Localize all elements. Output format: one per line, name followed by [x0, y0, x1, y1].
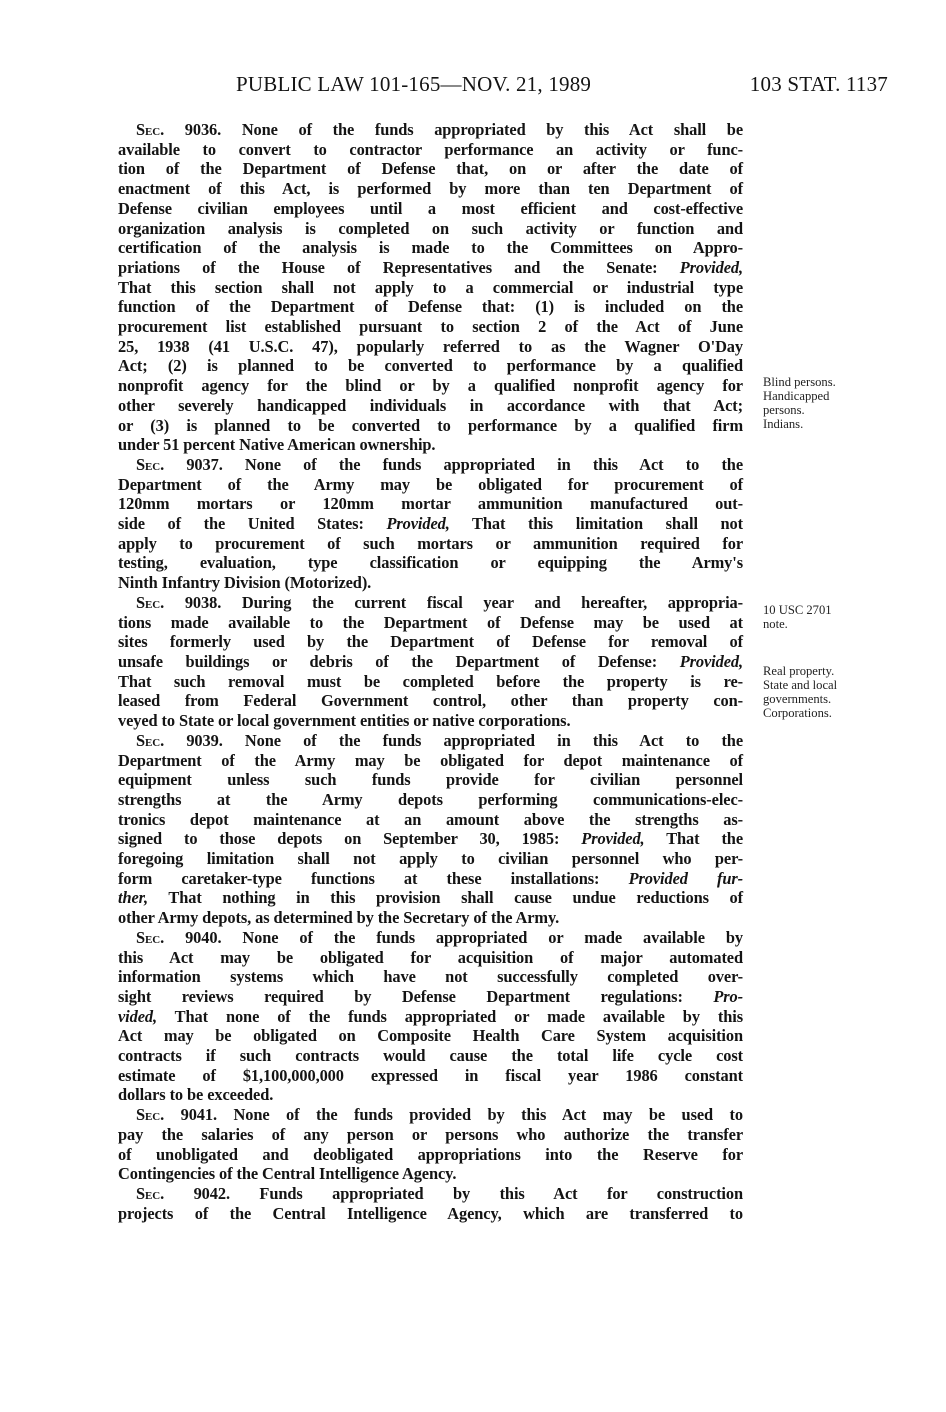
text-line: available to convert to contractor performance an activity or func- — [118, 139, 743, 159]
section-9040 — [118, 928, 743, 1105]
text-line: strengths at the Army depots performing communications-elec- — [118, 789, 743, 809]
margin-note-usc-reference — [763, 603, 893, 631]
text-line: tions made available to the Department of Defense may be used at — [118, 612, 743, 632]
section-9039 — [118, 731, 743, 928]
margin-note-line: State and local — [763, 678, 838, 692]
text-line: That such removal must be completed before the property is re- — [118, 671, 743, 691]
text-line: Defense civilian employees until a most efficient and cost-effective — [118, 198, 743, 218]
text-line: signed to those depots on September 30, 1985: Provided, That the — [118, 829, 743, 849]
text-line: Ninth Infantry Division (Motorized). — [118, 573, 372, 593]
text-line: estimate of $1,100,000,000 expressed in fiscal year 1986 constant — [118, 1065, 743, 1085]
text-line: 120mm mortars or 120mm mortar ammunition manufactured out- — [118, 494, 743, 514]
margin-note-line: persons. — [763, 403, 805, 417]
text-line: foregoing limitation shall not apply to civilian personnel who per- — [118, 849, 743, 869]
text-line: function of the Department of Defense that: (1) is included on the — [118, 297, 743, 317]
margin-note-blind-persons — [763, 375, 893, 431]
text-line: dollars to be exceeded. — [118, 1085, 274, 1105]
margin-note-line: Handicapped — [763, 389, 830, 403]
text-line: form caretaker-type functions at these installations: Provided fur- — [118, 868, 743, 888]
text-line: nonprofit agency for the blind or by a qualified nonprofit agency for — [118, 376, 743, 396]
text-line: Department of the Army may be obligated for depot maintenance of — [118, 750, 743, 770]
text-line: testing, evaluation, type classification or equipping the Army's — [118, 553, 743, 573]
text-line: procurement list established pursuant to section 2 of the Act of June — [118, 317, 743, 337]
section-9038 — [118, 593, 743, 731]
section-9037 — [118, 455, 743, 593]
text-line: tion of the Department of Defense that, on or after the date of — [118, 159, 743, 179]
text-line: Sec. 9042. Funds appropriated by this Act for construction — [136, 1183, 743, 1203]
margin-note-real-property — [763, 664, 893, 720]
text-line: projects of the Central Intelligence Agency, which are transferred to — [118, 1203, 743, 1223]
text-line: Sec. 9039. None of the funds appropriated in this Act to the — [136, 730, 743, 750]
running-header — [236, 72, 888, 102]
text-line: Contingencies of the Central Intelligence Agency. — [118, 1164, 457, 1184]
margin-note-line: note. — [763, 617, 788, 631]
margin-note-line: Blind persons. — [763, 375, 836, 389]
section-9042 — [118, 1184, 743, 1223]
text-line: of unobligated and deobligated appropriations into the Reserve for — [118, 1144, 743, 1164]
text-line: this Act may be obligated for acquisition of major automated — [118, 947, 743, 967]
text-line: Sec. 9040. None of the funds appropriated or made available by — [136, 927, 743, 947]
text-line: organization analysis is completed on such activity or function and — [118, 218, 743, 238]
margin-note-line: governments. — [763, 692, 832, 706]
text-line: That this section shall not apply to a commercial or industrial type — [118, 277, 743, 297]
margin-note-line: Real property. — [763, 664, 835, 678]
section-9036 — [118, 120, 743, 455]
text-line: certification of the analysis is made to the Committees on Appro- — [118, 238, 743, 258]
text-line: 25, 1938 (41 U.S.C. 47), popularly referred to as the Wagner O'Day — [118, 336, 743, 356]
text-line: Act may be obligated on Composite Health Care System acquisition — [118, 1026, 743, 1046]
text-line: tronics depot maintenance at an amount above the strengths as- — [118, 809, 743, 829]
text-line: under 51 percent Native American ownership. — [118, 435, 436, 455]
text-line: ther, That nothing in this provision shall cause undue reductions of — [118, 888, 743, 908]
header-page-ref: 103 STAT. 1137 — [749, 72, 888, 96]
text-line: veyed to State or local government entities or native corporations. — [118, 711, 571, 731]
margin-note-line: Corporations. — [763, 706, 832, 720]
text-line: sight reviews required by Defense Department regulations: Pro- — [118, 986, 743, 1006]
margin-note-line: Indians. — [763, 417, 804, 431]
margin-note-line: 10 USC 2701 — [763, 603, 832, 617]
text-line: vided, That none of the funds appropriated or made available by this — [118, 1006, 743, 1026]
text-line: side of the United States: Provided, That this limitation shall not — [118, 514, 743, 534]
text-line: sites formerly used by the Department of Defense for removal of — [118, 632, 743, 652]
text-line: priations of the House of Representatives and the Senate: Provided, — [118, 257, 743, 277]
statute-text — [118, 120, 743, 1223]
text-line: equipment unless such funds provide for civilian personnel — [118, 770, 743, 790]
text-line: unsafe buildings or debris of the Department of Defense: Provided, — [118, 651, 743, 671]
header-title: PUBLIC LAW 101-165—NOV. 21, 1989 — [236, 72, 592, 96]
text-line: pay the salaries of any person or persons who authorize the transfer — [118, 1124, 743, 1144]
text-line: contracts if such contracts would cause the total life cycle cost — [118, 1046, 743, 1066]
text-line: other severely handicapped individuals in accordance with that Act; — [118, 395, 743, 415]
text-line: Sec. 9036. None of the funds appropriated by this Act shall be — [136, 120, 743, 139]
text-line: Act; (2) is planned to be converted to performance by a qualified — [118, 356, 743, 376]
text-line: information systems which have not successfully completed over- — [118, 967, 743, 987]
text-line: leased from Federal Government control, other than property con- — [118, 691, 743, 711]
section-9041 — [118, 1105, 743, 1184]
text-line: Sec. 9038. During the current fiscal year and hereafter, appropria- — [136, 592, 743, 612]
text-line: other Army depots, as determined by the Secretary of the Army. — [118, 908, 560, 928]
text-line: apply to procurement of such mortars or ammunition required for — [118, 533, 743, 553]
text-line: Department of the Army may be obligated for procurement of — [118, 474, 743, 494]
text-line: Sec. 9037. None of the funds appropriated in this Act to the — [136, 454, 743, 474]
text-line: or (3) is planned to be converted to performance by a qualified firm — [118, 415, 743, 435]
text-line: Sec. 9041. None of the funds provided by this Act may be used to — [136, 1105, 743, 1125]
text-line: enactment of this Act, is performed by more than ten Department of — [118, 179, 743, 199]
